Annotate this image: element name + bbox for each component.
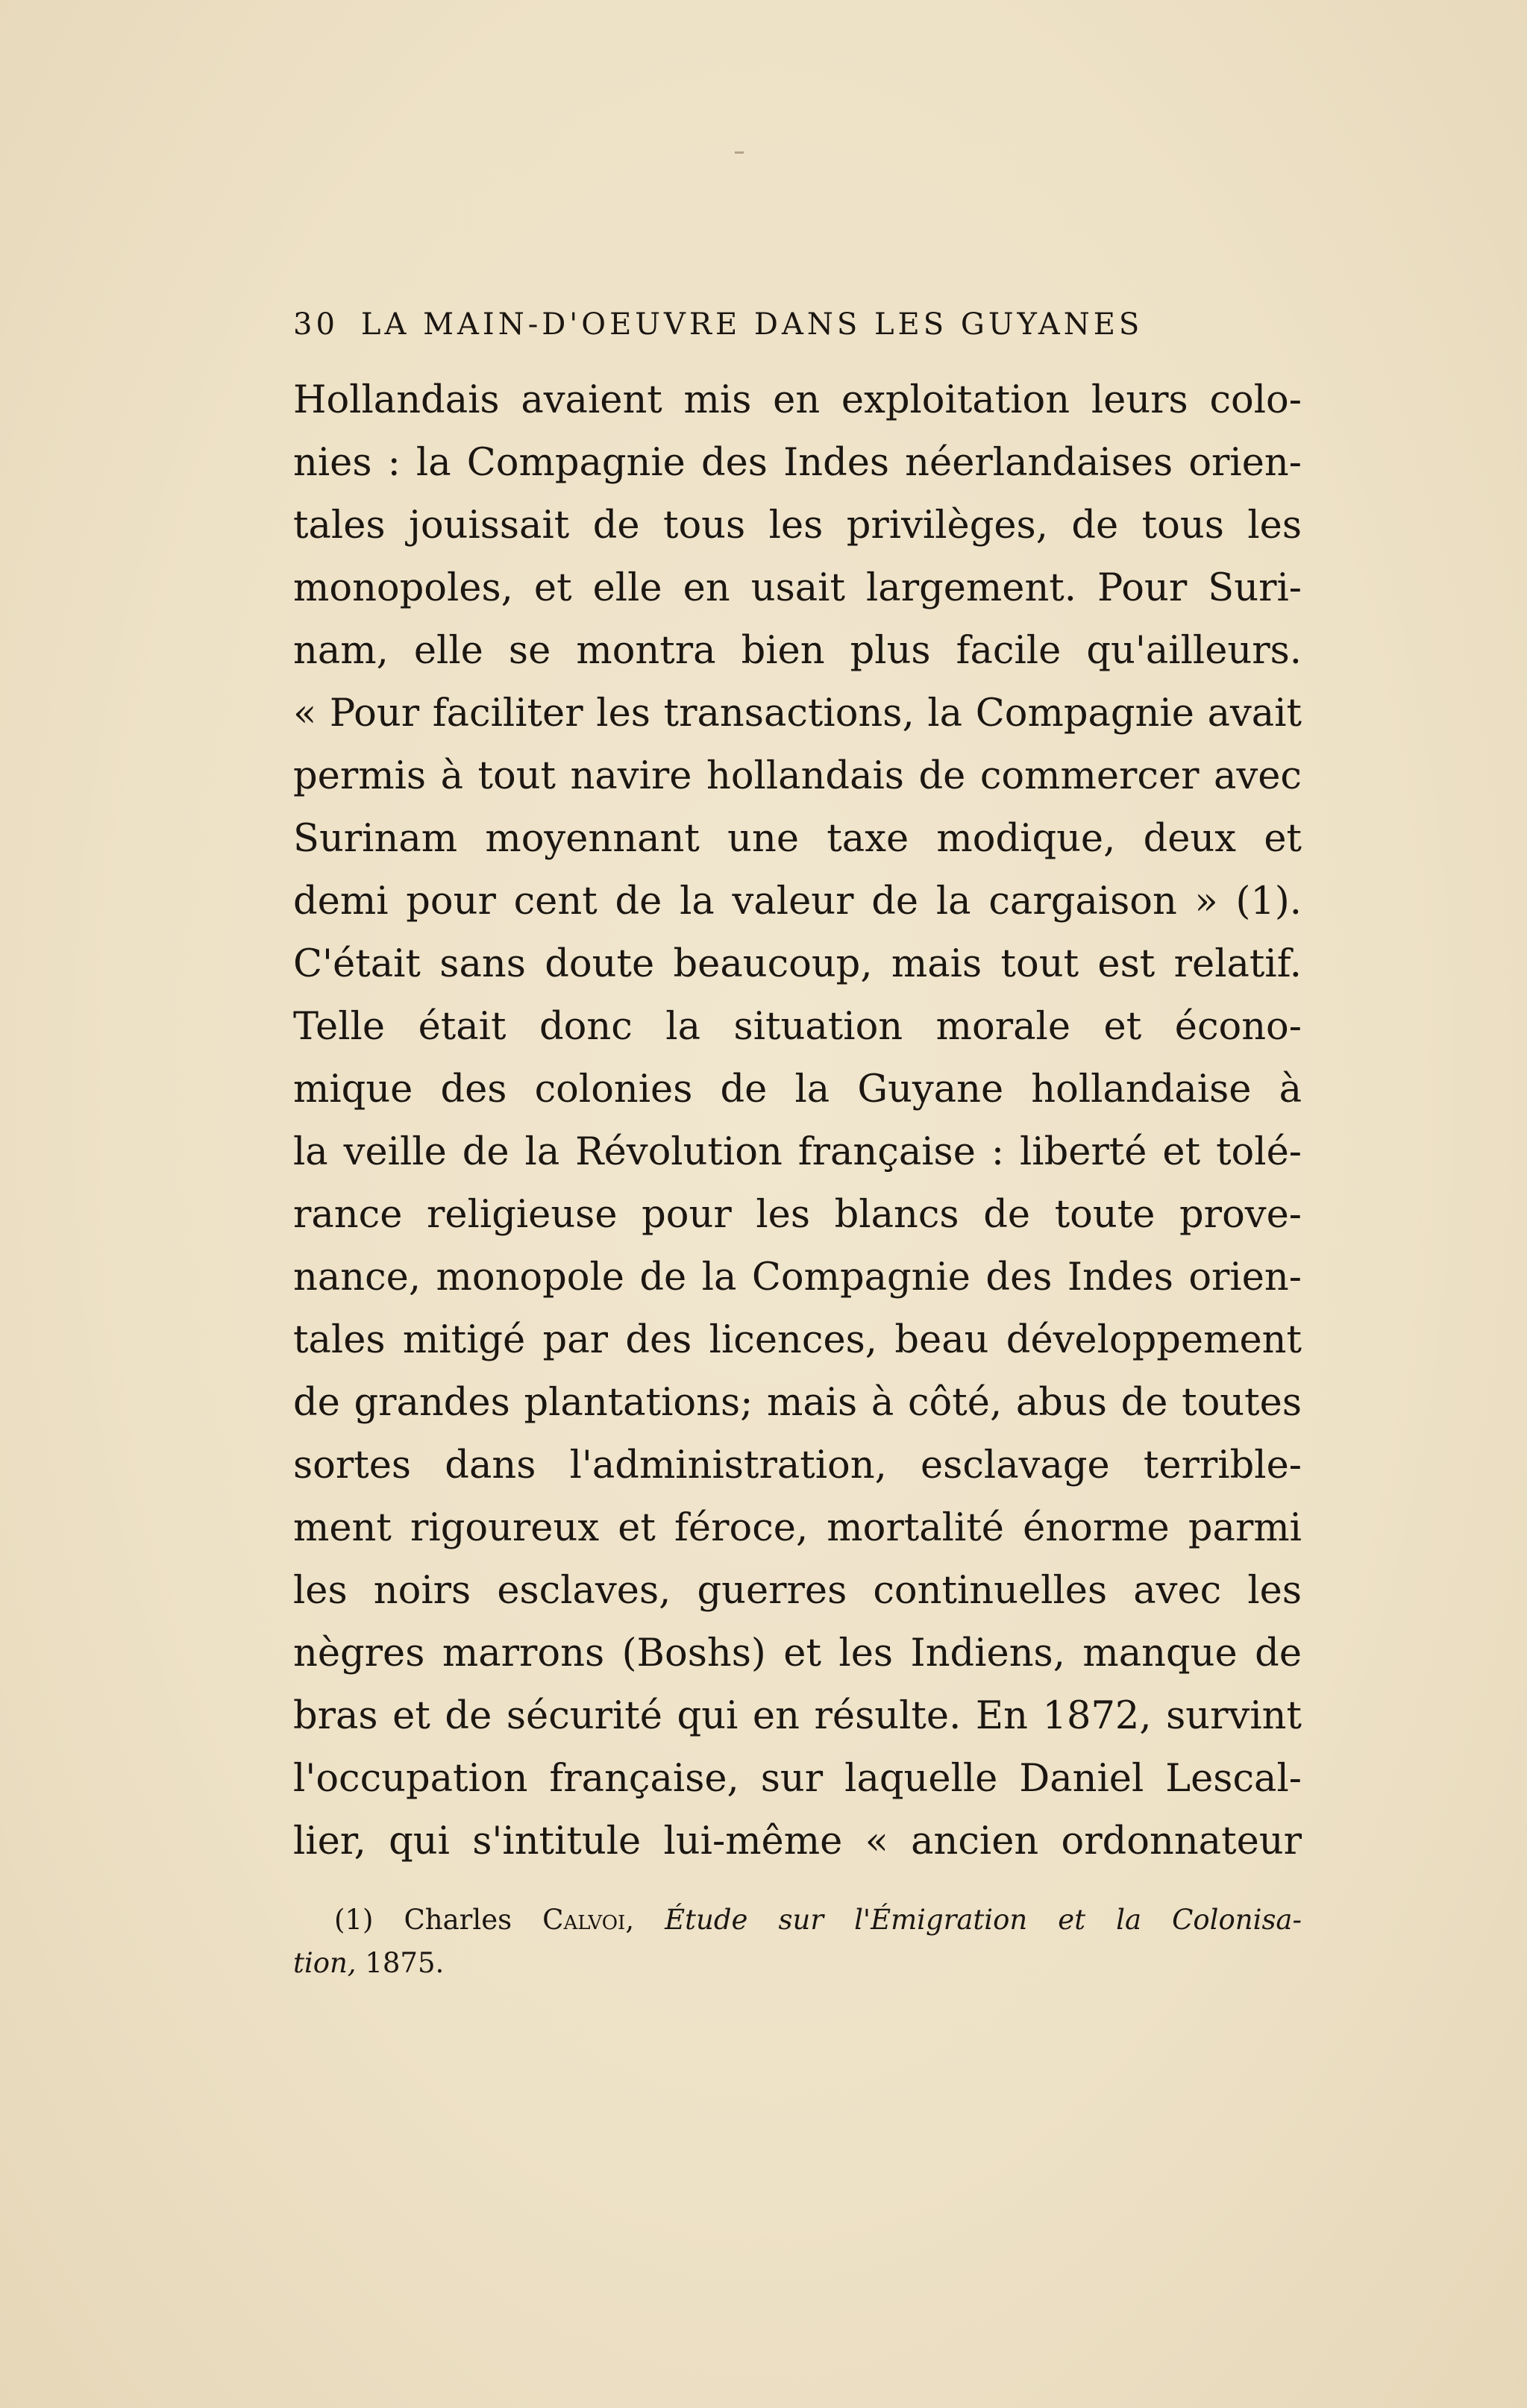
text-line: ment rigoureux et féroce, mortalité énorme parmi <box>293 1506 1302 1550</box>
text-line: Surinam moyennant une taxe modique, deux et <box>293 817 1302 861</box>
text-line: nance, monopole de la Compagnie des Indes orien- <box>293 1255 1302 1299</box>
text-line: Hollandais avaient mis en exploitation leurs colo- <box>293 378 1302 422</box>
text-line: l'occupation française, sur laquelle Daniel Lescal- <box>293 1757 1302 1801</box>
ink-speck <box>735 151 744 154</box>
running-header <box>293 302 1300 347</box>
text-line: lier, qui s'intitule lui-même « ancien ordonnateur <box>293 1819 1302 1863</box>
footnote-line <box>293 1899 1302 1942</box>
text-line: bras et de sécurité qui en résulte. En 1872, survint <box>293 1694 1302 1738</box>
text-line: tales mitigé par des licences, beau développement <box>293 1318 1302 1362</box>
body-text <box>293 369 1302 1873</box>
footnote-year: 1875. <box>365 1947 445 1979</box>
text-line: nam, elle se montra bien plus facile qu'ailleurs. <box>293 629 1302 673</box>
text-line: « Pour faciliter les transactions, la Compagnie avait <box>293 692 1302 736</box>
footnote-author-last: Calvoi, <box>542 1904 635 1936</box>
text-line: Telle était donc la situation morale et écono- <box>293 1005 1302 1049</box>
text-line: permis à tout navire hollandais de commercer avec <box>293 754 1302 798</box>
footnote <box>293 1899 1302 1985</box>
text-line: tales jouissait de tous les privilèges, de tous les <box>293 504 1302 548</box>
footnote-title: Étude sur l'Émigration et la Colonisa- <box>665 1904 1302 1936</box>
running-title: LA MAIN-D'OEUVRE DANS LES GUYANES <box>360 307 1144 342</box>
footnote-marker: (1) <box>334 1904 374 1936</box>
text-line: les noirs esclaves, guerres continuelles avec les <box>293 1569 1302 1613</box>
text-line: C'était sans doute beaucoup, mais tout est relatif. <box>293 942 1302 986</box>
text-line: la veille de la Révolution française : liberté et tolé- <box>293 1130 1302 1174</box>
text-line: nègres marrons (Boshs) et les Indiens, manque de <box>293 1631 1302 1675</box>
text-line: de grandes plantations; mais à côté, abus de toutes <box>293 1381 1302 1425</box>
text-line: rance religieuse pour les blancs de toute prove- <box>293 1193 1302 1237</box>
text-line: demi pour cent de la valeur de la cargaison » (1). <box>293 880 1302 924</box>
text-line: sortes dans l'administration, esclavage terrible- <box>293 1443 1302 1487</box>
text-line: monopoles, et elle en usait largement. Pour Suri- <box>293 566 1302 610</box>
page-number: 30 <box>293 307 339 342</box>
text-line: nies : la Compagnie des Indes néerlandaises orien- <box>293 441 1302 485</box>
footnote-title-cont: tion, <box>293 1947 357 1979</box>
text-line: mique des colonies de la Guyane hollandaise à <box>293 1067 1302 1111</box>
footnote-line <box>293 1942 1302 1985</box>
footnote-author-first: Charles <box>404 1904 512 1936</box>
